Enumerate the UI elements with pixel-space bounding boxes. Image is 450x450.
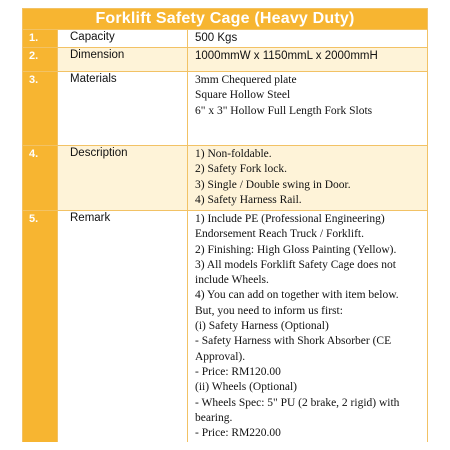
value-line: - Price: RM120.00 [195, 365, 281, 378]
row-number: 5. [23, 211, 57, 442]
value-line: 4) You can add on together with item below. [195, 289, 399, 302]
value-line: Approval). [195, 350, 246, 363]
table-row-capacity [23, 29, 427, 47]
value-line: 3mm Chequered plate [195, 74, 297, 86]
value-line: (i) Safety Harness (Optional) [195, 320, 329, 333]
value-line: include Wheels. [195, 274, 269, 287]
row-number: 3. [23, 72, 57, 145]
row-label: Dimension [57, 48, 187, 71]
value-line: (ii) Wheels (Optional) [195, 381, 297, 394]
row-value [187, 48, 427, 71]
row-label: Materials [57, 72, 187, 145]
value-line: 1000mmW x 1150mmL x 2000mmH [195, 50, 378, 62]
value-line: 3) Single / Double swing in Door. [195, 178, 351, 191]
value-line: 2) Safety Fork lock. [195, 163, 287, 176]
spec-table [22, 8, 428, 442]
value-line: - Safety Harness with Shork Absorber (CE [195, 335, 392, 348]
table-row-dimension [23, 47, 427, 71]
value-line: 1) Non-foldable. [195, 148, 272, 160]
row-label: Description [57, 146, 187, 210]
value-line: 2) Finishing: High Gloss Painting (Yellow). [195, 243, 397, 256]
value-line: 4) Safety Harness Rail. [195, 193, 302, 206]
value-line: 1) Include PE (Professional Engineering) [195, 213, 385, 225]
value-line: Square Hollow Steel [195, 89, 291, 102]
row-label: Remark [57, 211, 187, 442]
row-number: 2. [23, 48, 57, 71]
row-value [187, 211, 427, 442]
row-label: Capacity [57, 30, 187, 47]
row-value [187, 30, 427, 47]
value-line: - Wheels Spec: 5" PU (2 brake, 2 rigid) with [195, 396, 400, 409]
table-row-materials [23, 71, 427, 145]
value-line: - Price: RM220.00 [195, 427, 281, 440]
row-number: 4. [23, 146, 57, 210]
table-title: Forklift Safety Cage (Heavy Duty) [23, 9, 427, 29]
value-line: 6" x 3" Hollow Full Length Fork Slots [195, 104, 373, 117]
value-line: 3) All models Forklift Safety Cage does not [195, 258, 396, 271]
value-line: 500 Kgs [195, 32, 238, 44]
value-line: bearing. [195, 411, 233, 424]
value-line: But, you need to inform us first: [195, 304, 343, 317]
row-number: 1. [23, 30, 57, 47]
value-line: Endorsement Reach Truck / Forklift. [195, 228, 364, 241]
row-value [187, 72, 427, 145]
table-row-description [23, 145, 427, 210]
table-row-remark [23, 210, 427, 442]
row-value [187, 146, 427, 210]
